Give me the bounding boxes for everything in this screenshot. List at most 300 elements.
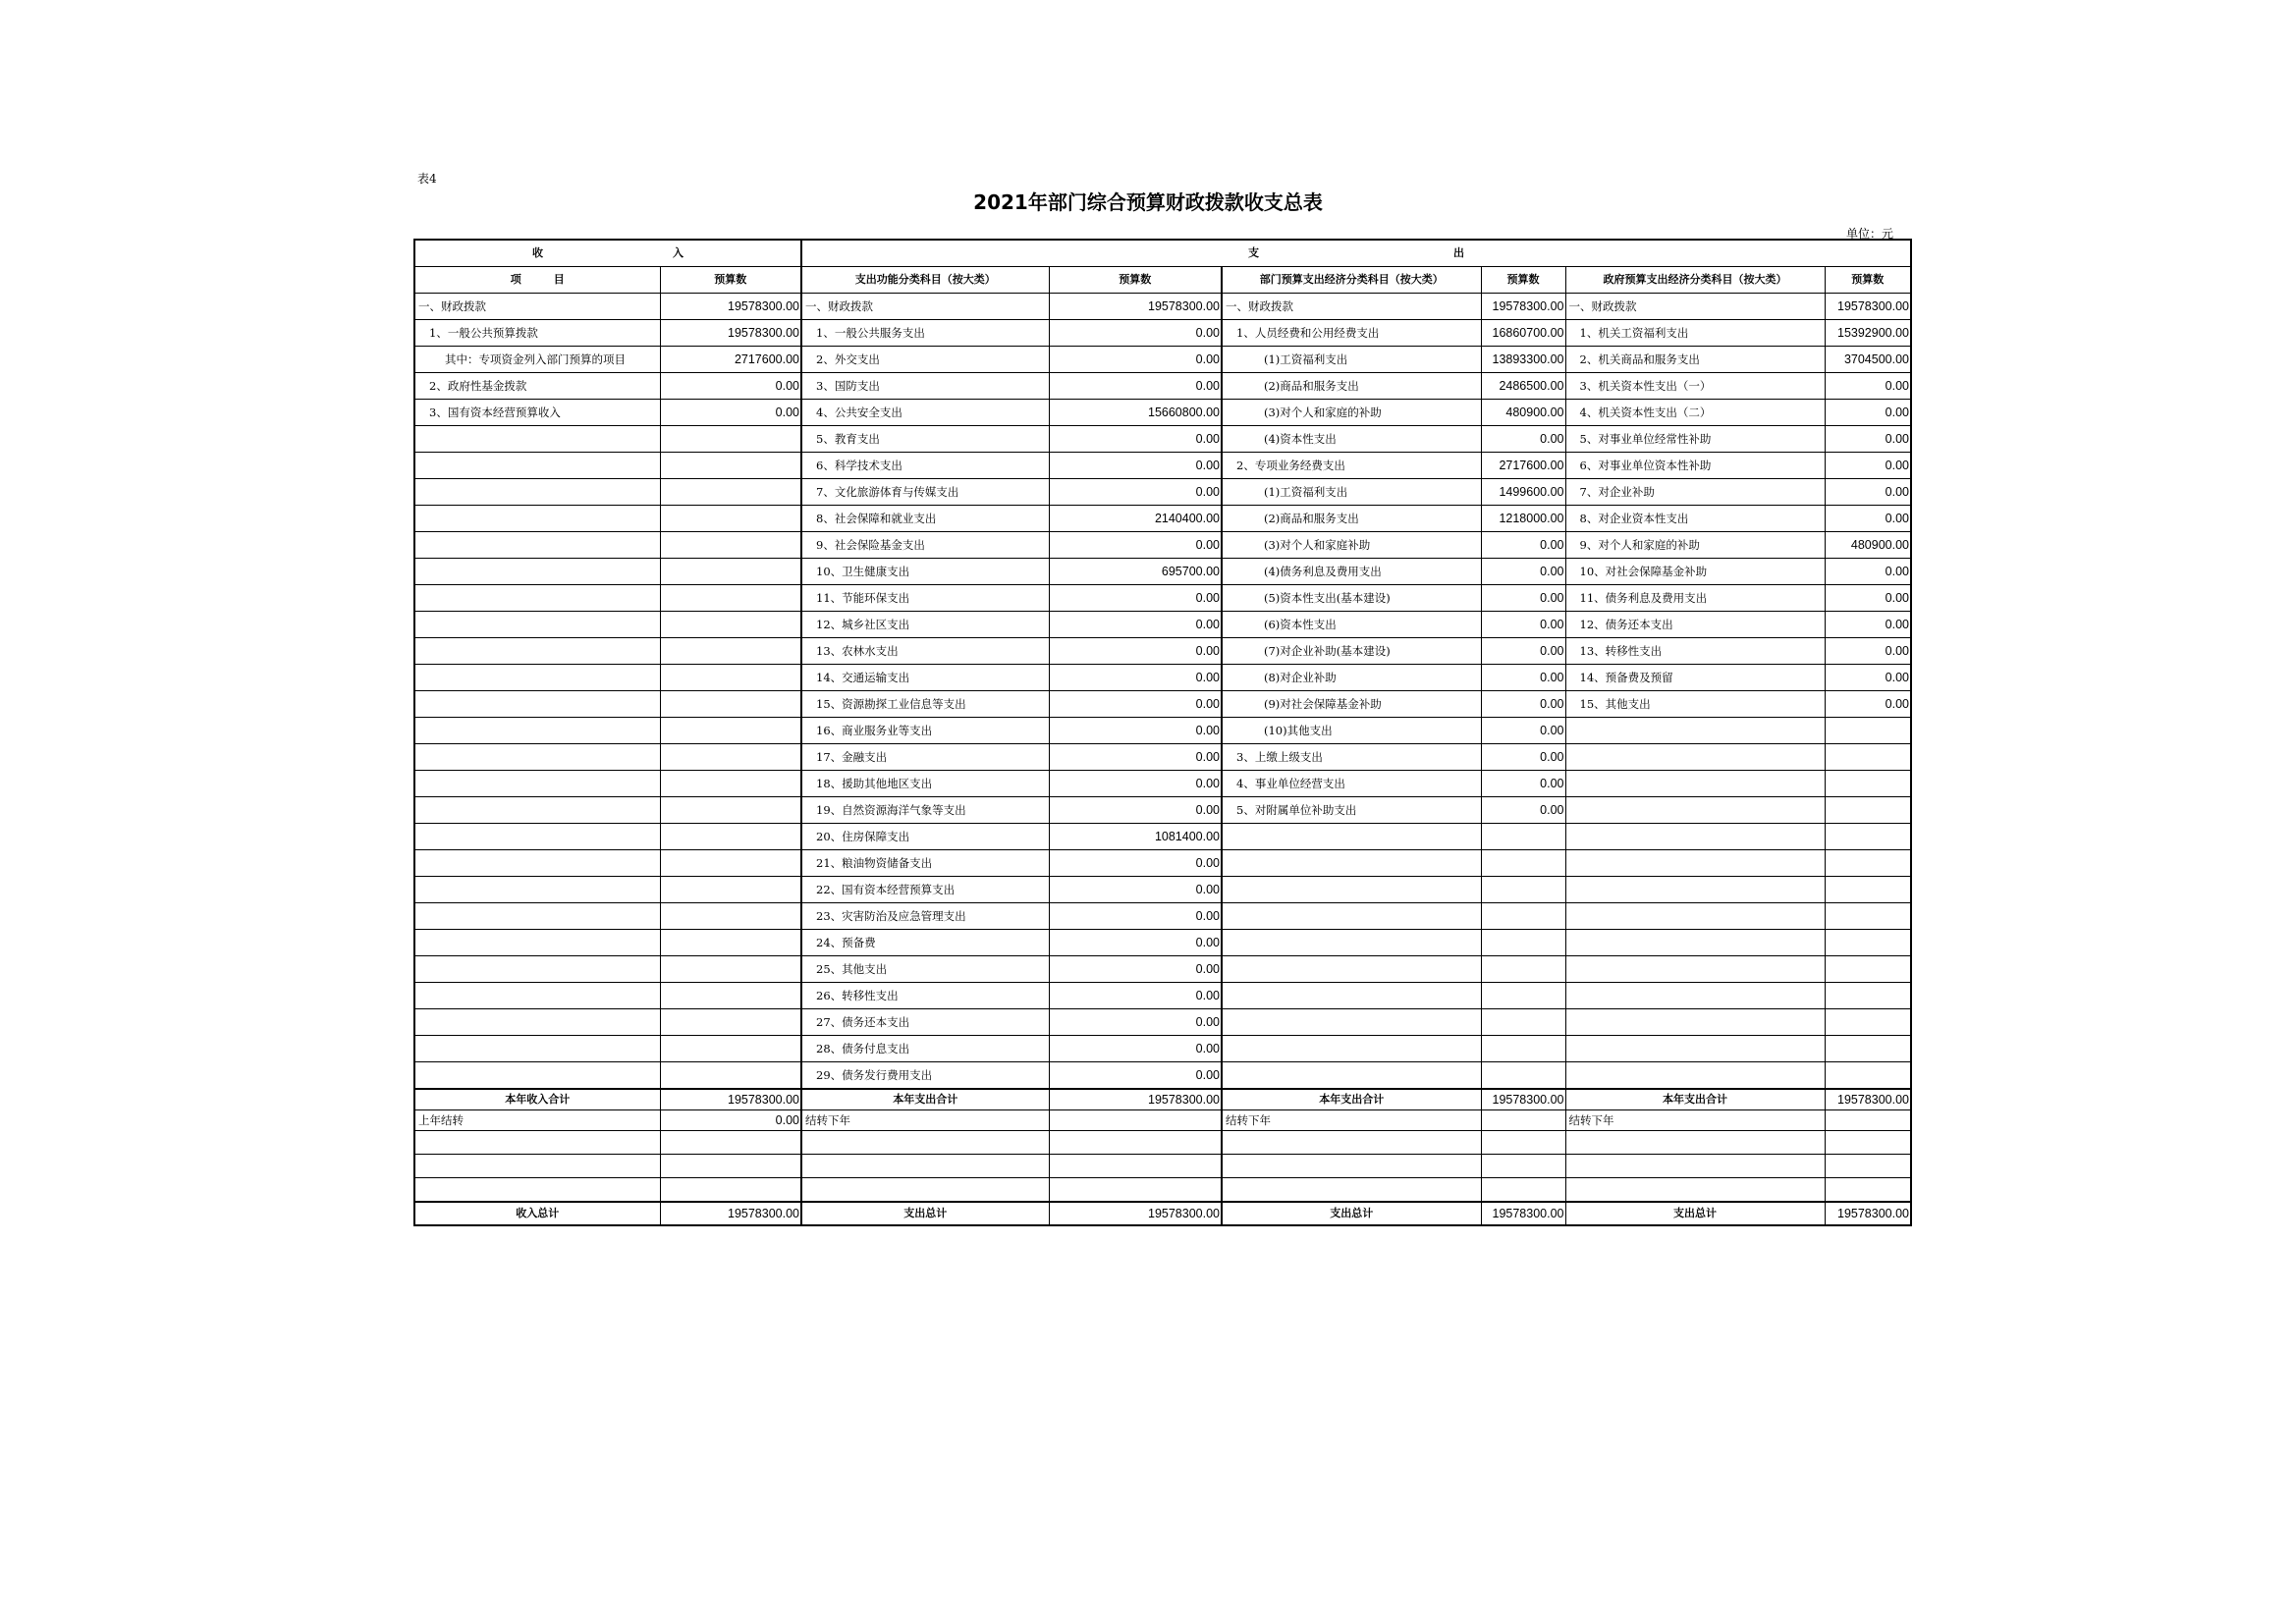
income-budget — [660, 718, 801, 744]
blank-cell — [801, 1131, 1049, 1155]
blank-cell — [1049, 1178, 1222, 1203]
gov-econ-budget — [1825, 930, 1911, 956]
income-budget — [660, 559, 801, 585]
carry-next3-label: 结转下年 — [1565, 1110, 1825, 1131]
carry-prev-label: 上年结转 — [414, 1110, 660, 1131]
blank-row — [414, 1178, 1911, 1203]
income-budget — [660, 1062, 801, 1090]
func-item: 24、预备费 — [801, 930, 1049, 956]
func-budget: 0.00 — [1049, 585, 1222, 612]
table-row — [414, 320, 1911, 347]
total-exp1-value: 19578300.00 — [1049, 1202, 1222, 1225]
income-budget — [660, 532, 801, 559]
dept-econ-item: (2)商品和服务支出 — [1222, 373, 1481, 400]
gov-econ-budget: 0.00 — [1825, 559, 1911, 585]
dept-econ-budget: 0.00 — [1481, 718, 1565, 744]
blank-cell — [1825, 1155, 1911, 1178]
blank-cell — [1565, 1155, 1825, 1178]
dept-econ-budget — [1481, 956, 1565, 983]
func-budget: 0.00 — [1049, 453, 1222, 479]
income-item — [414, 930, 660, 956]
dept-econ-item: (1)工资福利支出 — [1222, 479, 1481, 506]
dept-econ-budget: 0.00 — [1481, 691, 1565, 718]
income-budget — [660, 983, 801, 1009]
dept-econ-budget: 0.00 — [1481, 638, 1565, 665]
income-budget: 2717600.00 — [660, 347, 801, 373]
gov-econ-budget: 3704500.00 — [1825, 347, 1911, 373]
gov-econ-budget: 15392900.00 — [1825, 320, 1911, 347]
table-row — [414, 718, 1911, 744]
table-row — [414, 479, 1911, 506]
income-budget — [660, 506, 801, 532]
annual-total-row — [414, 1089, 1911, 1110]
income-item — [414, 559, 660, 585]
gov-econ-budget — [1825, 877, 1911, 903]
func-item: 27、债务还本支出 — [801, 1009, 1049, 1036]
income-budget — [660, 585, 801, 612]
table-row — [414, 903, 1911, 930]
func-budget: 0.00 — [1049, 797, 1222, 824]
col-header-budget: 预算数 — [660, 267, 801, 294]
dept-econ-budget: 1218000.00 — [1481, 506, 1565, 532]
blank-cell — [660, 1131, 801, 1155]
dept-econ-budget — [1481, 1062, 1565, 1090]
gov-econ-budget — [1825, 983, 1911, 1009]
func-budget: 0.00 — [1049, 1062, 1222, 1090]
table-row — [414, 559, 1911, 585]
blank-cell — [1825, 1131, 1911, 1155]
gov-econ-item: 11、债务利息及费用支出 — [1565, 585, 1825, 612]
func-budget: 0.00 — [1049, 373, 1222, 400]
func-budget: 0.00 — [1049, 771, 1222, 797]
func-budget: 0.00 — [1049, 1036, 1222, 1062]
dept-econ-budget — [1481, 850, 1565, 877]
dept-econ-item — [1222, 850, 1481, 877]
total-income-value: 19578300.00 — [660, 1202, 801, 1225]
gov-econ-item — [1565, 797, 1825, 824]
gov-econ-item: 12、债务还本支出 — [1565, 612, 1825, 638]
blank-row — [414, 1155, 1911, 1178]
table-row — [414, 532, 1911, 559]
income-item — [414, 744, 660, 771]
col-header-budget: 预算数 — [1049, 267, 1222, 294]
annual-exp2-value: 19578300.00 — [1481, 1089, 1565, 1110]
income-item — [414, 718, 660, 744]
income-budget: 19578300.00 — [660, 294, 801, 320]
func-item: 2、外交支出 — [801, 347, 1049, 373]
table-row — [414, 983, 1911, 1009]
gov-econ-budget: 19578300.00 — [1825, 294, 1911, 320]
gov-econ-item — [1565, 956, 1825, 983]
total-exp2-value: 19578300.00 — [1481, 1202, 1565, 1225]
col-header-budget: 预算数 — [1481, 267, 1565, 294]
func-budget: 0.00 — [1049, 638, 1222, 665]
gov-econ-item — [1565, 1062, 1825, 1090]
dept-econ-item — [1222, 1009, 1481, 1036]
gov-econ-budget — [1825, 1009, 1911, 1036]
income-item: 其中：专项资金列入部门预算的项目 — [414, 347, 660, 373]
income-item — [414, 585, 660, 612]
annual-exp2-label: 本年支出合计 — [1222, 1089, 1481, 1110]
table-row — [414, 453, 1911, 479]
func-item: 3、国防支出 — [801, 373, 1049, 400]
table-row — [414, 930, 1911, 956]
gov-econ-budget — [1825, 718, 1911, 744]
unit-label: 单位：元 — [1846, 227, 1894, 241]
table-row — [414, 1009, 1911, 1036]
blank-cell — [1049, 1131, 1222, 1155]
gov-econ-item: 4、机关资本性支出（二） — [1565, 400, 1825, 426]
income-item — [414, 479, 660, 506]
gov-econ-item: 一、财政拨款 — [1565, 294, 1825, 320]
blank-cell — [1222, 1178, 1481, 1203]
income-budget: 0.00 — [660, 400, 801, 426]
income-budget — [660, 877, 801, 903]
income-item — [414, 532, 660, 559]
dept-econ-item: 1、人员经费和公用经费支出 — [1222, 320, 1481, 347]
blank-cell — [801, 1178, 1049, 1203]
blank-cell — [1222, 1131, 1481, 1155]
func-item: 12、城乡社区支出 — [801, 612, 1049, 638]
func-item: 16、商业服务业等支出 — [801, 718, 1049, 744]
gov-econ-item — [1565, 877, 1825, 903]
dept-econ-budget — [1481, 877, 1565, 903]
annual-income-label: 本年收入合计 — [414, 1089, 660, 1110]
func-item: 5、教育支出 — [801, 426, 1049, 453]
income-budget: 0.00 — [660, 373, 801, 400]
income-budget — [660, 744, 801, 771]
income-budget: 19578300.00 — [660, 320, 801, 347]
income-item — [414, 850, 660, 877]
gov-econ-budget: 0.00 — [1825, 585, 1911, 612]
expense-group-header: 支 出 — [801, 240, 1911, 267]
table-row — [414, 824, 1911, 850]
dept-econ-budget: 480900.00 — [1481, 400, 1565, 426]
annual-income-value: 19578300.00 — [660, 1089, 801, 1110]
table-number: 表4 — [417, 172, 437, 186]
gov-econ-budget — [1825, 1036, 1911, 1062]
gov-econ-item: 6、对事业单位资本性补助 — [1565, 453, 1825, 479]
dept-econ-item — [1222, 824, 1481, 850]
dept-econ-item: (5)资本性支出(基本建设) — [1222, 585, 1481, 612]
total-exp3-value: 19578300.00 — [1825, 1202, 1911, 1225]
func-item: 18、援助其他地区支出 — [801, 771, 1049, 797]
func-budget: 0.00 — [1049, 612, 1222, 638]
dept-econ-budget — [1481, 824, 1565, 850]
income-item — [414, 453, 660, 479]
func-budget: 1081400.00 — [1049, 824, 1222, 850]
dept-econ-budget: 1499600.00 — [1481, 479, 1565, 506]
income-budget — [660, 612, 801, 638]
func-item: 6、科学技术支出 — [801, 453, 1049, 479]
dept-econ-budget — [1481, 930, 1565, 956]
func-item: 20、住房保障支出 — [801, 824, 1049, 850]
table-row — [414, 797, 1911, 824]
dept-econ-item — [1222, 903, 1481, 930]
gov-econ-item: 9、对个人和家庭的补助 — [1565, 532, 1825, 559]
income-budget — [660, 479, 801, 506]
gov-econ-budget: 0.00 — [1825, 373, 1911, 400]
income-item — [414, 824, 660, 850]
table-row — [414, 585, 1911, 612]
func-budget: 0.00 — [1049, 479, 1222, 506]
table-row — [414, 850, 1911, 877]
column-header-row — [414, 267, 1911, 294]
blank-cell — [801, 1155, 1049, 1178]
gov-econ-budget — [1825, 797, 1911, 824]
gov-econ-item — [1565, 930, 1825, 956]
func-item: 一、财政拨款 — [801, 294, 1049, 320]
gov-econ-budget: 0.00 — [1825, 612, 1911, 638]
blank-cell — [414, 1155, 660, 1178]
income-budget — [660, 426, 801, 453]
table-row — [414, 771, 1911, 797]
income-budget — [660, 638, 801, 665]
income-group-header: 收 入 — [414, 240, 801, 267]
income-item — [414, 638, 660, 665]
blank-row — [414, 1131, 1911, 1155]
table-row — [414, 691, 1911, 718]
func-budget: 0.00 — [1049, 850, 1222, 877]
dept-econ-budget: 19578300.00 — [1481, 294, 1565, 320]
gov-econ-budget — [1825, 744, 1911, 771]
table-row — [414, 956, 1911, 983]
dept-econ-budget: 0.00 — [1481, 744, 1565, 771]
func-budget: 0.00 — [1049, 691, 1222, 718]
gov-econ-budget: 0.00 — [1825, 665, 1911, 691]
dept-econ-item: (8)对企业补助 — [1222, 665, 1481, 691]
dept-econ-item — [1222, 956, 1481, 983]
page-title: 2021年部门综合预算财政拨款收支总表 — [973, 190, 1323, 214]
blank-cell — [1481, 1178, 1565, 1203]
table-row — [414, 294, 1911, 320]
annual-exp3-label: 本年支出合计 — [1565, 1089, 1825, 1110]
income-budget — [660, 850, 801, 877]
total-exp3-label: 支出总计 — [1565, 1202, 1825, 1225]
income-budget — [660, 930, 801, 956]
func-item: 21、粮油物资储备支出 — [801, 850, 1049, 877]
income-item — [414, 877, 660, 903]
func-item: 19、自然资源海洋气象等支出 — [801, 797, 1049, 824]
func-budget: 0.00 — [1049, 956, 1222, 983]
gov-econ-item: 14、预备费及预留 — [1565, 665, 1825, 691]
func-item: 9、社会保险基金支出 — [801, 532, 1049, 559]
func-budget: 0.00 — [1049, 320, 1222, 347]
gov-econ-item — [1565, 771, 1825, 797]
dept-econ-budget: 0.00 — [1481, 771, 1565, 797]
func-item: 22、国有资本经营预算支出 — [801, 877, 1049, 903]
annual-exp3-value: 19578300.00 — [1825, 1089, 1911, 1110]
func-budget: 0.00 — [1049, 877, 1222, 903]
func-budget: 0.00 — [1049, 347, 1222, 373]
annual-exp1-value: 19578300.00 — [1049, 1089, 1222, 1110]
dept-econ-item: (4)资本性支出 — [1222, 426, 1481, 453]
gov-econ-item: 13、转移性支出 — [1565, 638, 1825, 665]
annual-exp1-label: 本年支出合计 — [801, 1089, 1049, 1110]
income-item: 1、一般公共预算拨款 — [414, 320, 660, 347]
table-row — [414, 877, 1911, 903]
income-item — [414, 691, 660, 718]
func-item: 11、节能环保支出 — [801, 585, 1049, 612]
func-budget: 0.00 — [1049, 665, 1222, 691]
income-budget — [660, 771, 801, 797]
income-item — [414, 903, 660, 930]
func-budget: 0.00 — [1049, 930, 1222, 956]
carry-next2-value — [1481, 1110, 1565, 1131]
func-budget: 0.00 — [1049, 1009, 1222, 1036]
table-row — [414, 400, 1911, 426]
table-row — [414, 1062, 1911, 1090]
gov-econ-budget: 0.00 — [1825, 453, 1911, 479]
blank-cell — [414, 1131, 660, 1155]
blank-cell — [1481, 1155, 1565, 1178]
func-item: 7、文化旅游体育与传媒支出 — [801, 479, 1049, 506]
blank-cell — [1049, 1155, 1222, 1178]
func-budget: 0.00 — [1049, 532, 1222, 559]
dept-econ-budget — [1481, 1009, 1565, 1036]
income-item — [414, 983, 660, 1009]
dept-econ-item: 4、事业单位经营支出 — [1222, 771, 1481, 797]
gov-econ-item: 5、对事业单位经常性补助 — [1565, 426, 1825, 453]
gov-econ-budget: 0.00 — [1825, 479, 1911, 506]
carry-next3-value — [1825, 1110, 1911, 1131]
dept-econ-budget: 0.00 — [1481, 665, 1565, 691]
gov-econ-item — [1565, 1009, 1825, 1036]
func-item: 1、一般公共服务支出 — [801, 320, 1049, 347]
carry-next1-label: 结转下年 — [801, 1110, 1049, 1131]
income-item — [414, 426, 660, 453]
gov-econ-item — [1565, 983, 1825, 1009]
gov-econ-budget: 0.00 — [1825, 506, 1911, 532]
income-item: 2、政府性基金拨款 — [414, 373, 660, 400]
gov-econ-budget: 0.00 — [1825, 426, 1911, 453]
gov-econ-item: 2、机关商品和服务支出 — [1565, 347, 1825, 373]
total-exp1-label: 支出总计 — [801, 1202, 1049, 1225]
dept-econ-item: (7)对企业补助(基本建设) — [1222, 638, 1481, 665]
gov-econ-item: 1、机关工资福利支出 — [1565, 320, 1825, 347]
income-budget — [660, 956, 801, 983]
table-row — [414, 506, 1911, 532]
income-item — [414, 665, 660, 691]
dept-econ-item: (1)工资福利支出 — [1222, 347, 1481, 373]
table-row — [414, 665, 1911, 691]
gov-econ-item — [1565, 824, 1825, 850]
func-budget: 0.00 — [1049, 903, 1222, 930]
dept-econ-item: 一、财政拨款 — [1222, 294, 1481, 320]
gov-econ-budget: 0.00 — [1825, 691, 1911, 718]
income-item — [414, 1036, 660, 1062]
gov-econ-item — [1565, 718, 1825, 744]
dept-econ-budget: 13893300.00 — [1481, 347, 1565, 373]
dept-econ-budget: 16860700.00 — [1481, 320, 1565, 347]
col-header-dept-econ: 部门预算支出经济分类科目（按大类） — [1222, 267, 1481, 294]
gov-econ-budget — [1825, 1062, 1911, 1090]
income-budget — [660, 1036, 801, 1062]
blank-cell — [1565, 1178, 1825, 1203]
dept-econ-budget: 0.00 — [1481, 612, 1565, 638]
gov-econ-item: 7、对企业补助 — [1565, 479, 1825, 506]
dept-econ-budget: 0.00 — [1481, 797, 1565, 824]
grand-total-row — [414, 1202, 1911, 1225]
gov-econ-budget — [1825, 850, 1911, 877]
func-item: 13、农林水支出 — [801, 638, 1049, 665]
income-item — [414, 956, 660, 983]
income-budget — [660, 824, 801, 850]
carry-prev-value: 0.00 — [660, 1110, 801, 1131]
budget-table — [413, 239, 1912, 1226]
dept-econ-budget — [1481, 903, 1565, 930]
gov-econ-item — [1565, 1036, 1825, 1062]
gov-econ-item: 10、对社会保障基金补助 — [1565, 559, 1825, 585]
dept-econ-budget: 0.00 — [1481, 585, 1565, 612]
gov-econ-item — [1565, 903, 1825, 930]
blank-cell — [1222, 1155, 1481, 1178]
dept-econ-item: (6)资本性支出 — [1222, 612, 1481, 638]
blank-cell — [1481, 1131, 1565, 1155]
dept-econ-budget: 2717600.00 — [1481, 453, 1565, 479]
func-budget: 2140400.00 — [1049, 506, 1222, 532]
dept-econ-item: (4)债务利息及费用支出 — [1222, 559, 1481, 585]
income-item: 3、国有资本经营预算收入 — [414, 400, 660, 426]
dept-econ-budget: 0.00 — [1481, 426, 1565, 453]
dept-econ-budget: 2486500.00 — [1481, 373, 1565, 400]
func-item: 8、社会保障和就业支出 — [801, 506, 1049, 532]
func-item: 15、资源勘探工业信息等支出 — [801, 691, 1049, 718]
gov-econ-budget — [1825, 771, 1911, 797]
income-item — [414, 612, 660, 638]
carry-next1-value — [1049, 1110, 1222, 1131]
func-item: 23、灾害防治及应急管理支出 — [801, 903, 1049, 930]
func-budget: 19578300.00 — [1049, 294, 1222, 320]
dept-econ-item: (3)对个人和家庭补助 — [1222, 532, 1481, 559]
func-item: 29、债务发行费用支出 — [801, 1062, 1049, 1090]
income-item — [414, 506, 660, 532]
gov-econ-item: 8、对企业资本性支出 — [1565, 506, 1825, 532]
func-budget: 0.00 — [1049, 718, 1222, 744]
blank-cell — [660, 1155, 801, 1178]
gov-econ-item: 15、其他支出 — [1565, 691, 1825, 718]
col-header-budget: 预算数 — [1825, 267, 1911, 294]
income-budget — [660, 797, 801, 824]
income-budget — [660, 665, 801, 691]
dept-econ-item — [1222, 930, 1481, 956]
gov-econ-budget — [1825, 824, 1911, 850]
table-row — [414, 347, 1911, 373]
dept-econ-item: (10)其他支出 — [1222, 718, 1481, 744]
income-item — [414, 797, 660, 824]
func-item: 17、金融支出 — [801, 744, 1049, 771]
gov-econ-budget — [1825, 956, 1911, 983]
dept-econ-item — [1222, 1036, 1481, 1062]
gov-econ-item — [1565, 744, 1825, 771]
col-header-func: 支出功能分类科目（按大类） — [801, 267, 1049, 294]
dept-econ-item: 2、专项业务经费支出 — [1222, 453, 1481, 479]
group-header-row — [414, 240, 1911, 267]
func-item: 26、转移性支出 — [801, 983, 1049, 1009]
income-budget — [660, 691, 801, 718]
table-row — [414, 638, 1911, 665]
total-income-label: 收入总计 — [414, 1202, 660, 1225]
blank-cell — [414, 1178, 660, 1203]
dept-econ-budget — [1481, 983, 1565, 1009]
dept-econ-budget: 0.00 — [1481, 532, 1565, 559]
income-item: 一、财政拨款 — [414, 294, 660, 320]
total-exp2-label: 支出总计 — [1222, 1202, 1481, 1225]
func-item: 25、其他支出 — [801, 956, 1049, 983]
func-budget: 0.00 — [1049, 744, 1222, 771]
func-item: 28、债务付息支出 — [801, 1036, 1049, 1062]
income-budget — [660, 453, 801, 479]
